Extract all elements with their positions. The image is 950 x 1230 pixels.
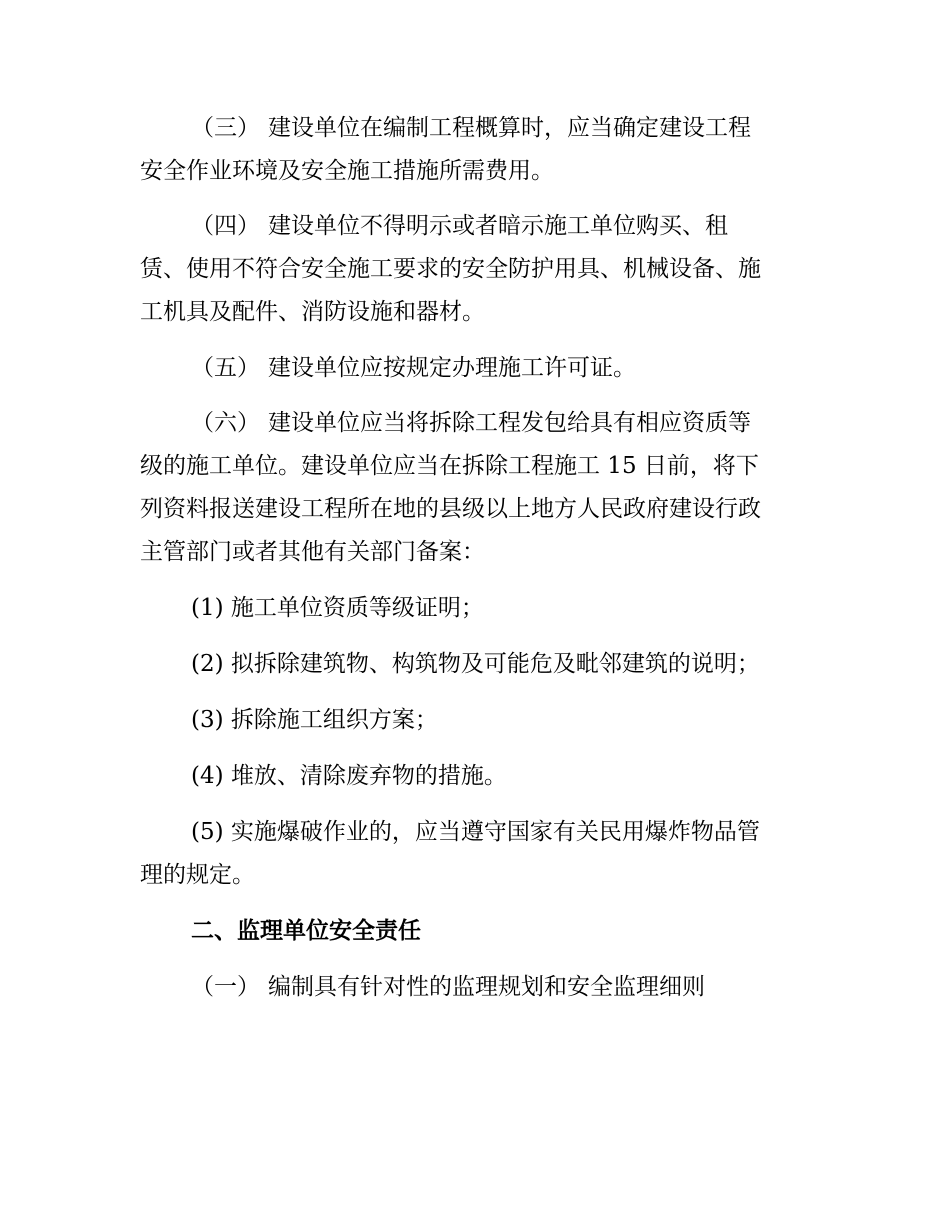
paragraph-text: 建设单位应当将拆除工程发包给具有相应资质等 [268,410,751,436]
paragraph-text: 建设单位不得明示或者暗示施工单位购买、租 [268,213,728,239]
section-item-1 [191,972,705,1002]
paragraph-label: （五） [191,355,260,381]
list-item-2: (2) 拟拆除建筑物、构筑物及可能危及毗邻建筑的说明； [191,651,760,677]
paragraph-text: 建设单位应按规定办理施工许可证。 [268,355,636,381]
list-item-4: (4) 堆放、清除废弃物的措施。 [191,763,507,789]
paragraph-text: 建设单位在编制工程概算时，应当确定建设工程 [268,115,751,141]
paragraph-label: （六） [191,410,260,436]
paragraph-5-line-1 [191,353,636,383]
list-item-1: (1) 施工单位资质等级证明； [191,595,484,621]
list-item-5-line-1: (5) 实施爆破作业的，应当遵守国家有关民用爆炸物品管 [191,819,760,845]
list-item-5-line-2: 理的规定。 [140,862,255,888]
paragraph-6-line-2: 级的施工单位。建设单位应当在拆除工程施工 15 日前，将下 [140,453,759,479]
paragraph-label: （四） [191,213,260,239]
paragraph-3-line-2: 安全作业环境及安全施工措施所需费用。 [140,158,554,184]
paragraph-4-line-3: 工机具及配件、消防设施和器材。 [140,299,485,325]
paragraph-6-line-1 [191,408,751,438]
paragraph-6-line-3: 列资料报送建设工程所在地的县级以上地方人民政府建设行政 [140,496,761,522]
paragraph-3-line-1 [191,113,751,143]
paragraph-label: （一） [191,974,260,1000]
paragraph-text: 编制具有针对性的监理规划和安全监理细则 [268,974,705,1000]
section-heading: 二、监理单位安全责任 [191,917,421,944]
paragraph-label: （三） [191,115,260,141]
paragraph-6-line-4: 主管部门或者其他有关部门备案： [140,539,485,565]
paragraph-4-line-1 [191,211,728,241]
paragraph-4-line-2: 赁、使用不符合安全施工要求的安全防护用具、机械设备、施 [140,256,761,282]
list-item-3: (3) 拆除施工组织方案； [191,707,438,733]
